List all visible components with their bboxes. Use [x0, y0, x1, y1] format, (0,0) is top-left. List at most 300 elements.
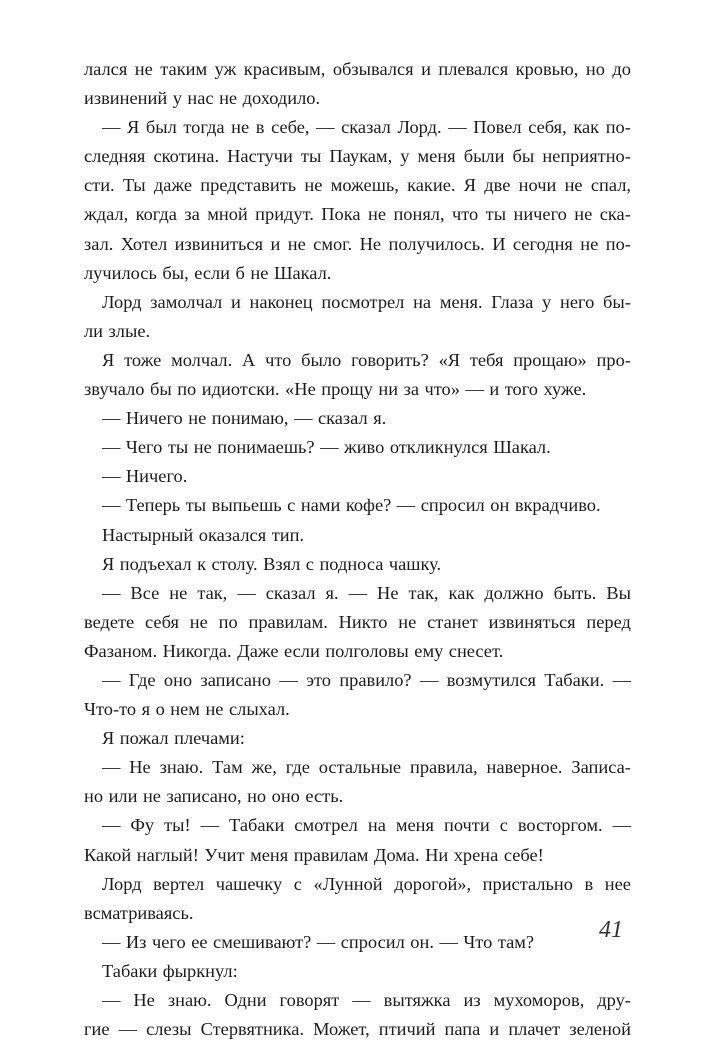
text-line — [84, 491, 631, 520]
text-line — [84, 462, 631, 491]
word: не — [134, 59, 153, 79]
word: папа — [444, 1019, 481, 1040]
word: гие — [84, 1019, 110, 1040]
word: оказался — [198, 524, 267, 545]
word: подноса — [319, 553, 384, 574]
word: придут. — [255, 204, 314, 225]
word: правилам. — [248, 611, 328, 632]
word: столу. — [211, 553, 258, 574]
word: Лорд — [102, 873, 142, 894]
word: хрена — [453, 844, 499, 865]
word: тип. — [271, 524, 305, 545]
word: нем — [170, 699, 200, 720]
word: и — [421, 59, 431, 79]
word: по — [177, 379, 197, 400]
word: Я — [102, 553, 115, 574]
word: вертел — [153, 873, 205, 894]
word: смог. — [313, 233, 353, 254]
word: Глаза — [491, 291, 534, 312]
word: плачет — [508, 1019, 561, 1040]
word: но — [585, 59, 605, 79]
word: Настучи — [227, 146, 293, 167]
word: на — [413, 291, 432, 312]
word: ты — [485, 204, 507, 225]
word: зал. — [84, 233, 114, 254]
word: звучало — [84, 379, 145, 400]
word: когда — [135, 204, 177, 225]
word: не — [188, 408, 207, 429]
word: ты — [300, 146, 322, 167]
word: Я — [102, 349, 115, 370]
text-line — [84, 84, 631, 113]
word: — — [102, 931, 121, 952]
word: не — [205, 699, 224, 720]
word: оно — [271, 786, 300, 807]
text-line — [84, 346, 631, 375]
word: из — [463, 990, 481, 1010]
word: чашку. — [388, 553, 442, 574]
word: к — [197, 553, 206, 574]
word: — — [102, 437, 121, 458]
word: — — [279, 669, 298, 690]
word: Не — [129, 757, 151, 778]
text-line — [84, 113, 631, 142]
word: птичий — [378, 1019, 436, 1040]
word: Не — [359, 233, 382, 254]
word: Ничего — [125, 408, 183, 429]
word: но — [247, 786, 267, 807]
word: плечами: — [174, 728, 245, 749]
word: скотина. — [153, 146, 220, 167]
word: ли — [84, 320, 104, 341]
word: сегодня — [512, 233, 573, 254]
word: у — [400, 146, 410, 167]
text-line — [84, 230, 631, 259]
word: сказал — [317, 408, 368, 429]
word: Не — [377, 582, 399, 603]
word: снесет. — [448, 640, 504, 661]
word: должно — [484, 582, 544, 603]
text-line — [84, 928, 631, 957]
word: Шакал. — [493, 437, 551, 458]
word: слезы — [146, 1019, 192, 1040]
word: извиняться — [488, 611, 576, 632]
word: о — [155, 699, 165, 720]
word: что — [451, 204, 479, 225]
word: у — [172, 88, 182, 109]
word: — — [352, 990, 371, 1010]
word: правилам — [293, 844, 369, 865]
word: — — [102, 495, 121, 516]
word: можешь, — [330, 175, 399, 196]
word: посмотрел — [321, 291, 405, 312]
word: и — [489, 379, 500, 400]
word: правила, — [409, 757, 478, 778]
word: уж — [214, 59, 237, 79]
word: я. — [373, 408, 387, 429]
word: Я — [127, 117, 140, 138]
word: не — [250, 262, 269, 283]
word: мухоморов, — [493, 990, 585, 1010]
text-line — [84, 782, 631, 811]
word: не — [219, 88, 238, 109]
word: Паукам, — [329, 146, 393, 167]
word: тебя — [469, 349, 504, 370]
word: ты — [185, 495, 207, 516]
word: спал, — [590, 175, 631, 196]
word: прощаю» — [513, 349, 587, 370]
word: кофе? — [345, 495, 392, 516]
word: говорить? — [351, 349, 429, 370]
text-line — [84, 521, 631, 550]
word: меня — [395, 815, 434, 836]
word: по — [218, 611, 238, 632]
word: не — [304, 175, 323, 196]
word: себе, — [271, 117, 310, 138]
word: — — [396, 495, 416, 516]
word: были — [463, 146, 505, 167]
word: Записа- — [571, 757, 631, 778]
text-line — [84, 608, 631, 637]
word: смотрел — [294, 815, 358, 836]
text-line — [84, 811, 631, 840]
word: если — [284, 640, 320, 661]
word: остальные — [318, 757, 402, 778]
word: не — [368, 204, 387, 225]
word: — — [102, 582, 121, 603]
word: — — [294, 408, 313, 429]
word: станет — [427, 611, 478, 632]
word: так, — [197, 582, 228, 603]
body-text — [84, 55, 631, 1044]
word: чашечку — [215, 873, 283, 894]
word: как — [573, 117, 600, 138]
word: по- — [605, 117, 631, 138]
word: Стервятника. — [200, 1019, 305, 1040]
word: лучилось — [84, 262, 157, 283]
word: до — [612, 59, 631, 79]
text-line — [84, 579, 631, 608]
word: ждал, — [84, 204, 129, 225]
word: Никогда. — [162, 640, 232, 661]
word: Все — [130, 582, 160, 603]
word: с — [287, 495, 296, 516]
text-line — [84, 870, 631, 899]
word: Лорд. — [397, 117, 442, 138]
word: себя, — [528, 117, 567, 138]
word: красивым, — [243, 59, 326, 79]
word: — — [465, 379, 484, 400]
word: про- — [596, 349, 631, 370]
word: сказал — [265, 582, 316, 603]
word: ничего — [513, 204, 567, 225]
text-line — [84, 142, 631, 171]
word: сказал — [341, 117, 391, 138]
word: — — [102, 466, 121, 487]
word: сти. — [84, 175, 115, 196]
word: у — [542, 291, 552, 312]
word: Вы — [606, 582, 631, 603]
word: извинений — [84, 88, 168, 109]
word: доходило. — [242, 88, 321, 109]
word: Я — [102, 728, 115, 749]
word: себя — [145, 611, 179, 632]
word: чего — [151, 931, 186, 952]
text-line — [84, 404, 631, 433]
word: вкрадчиво. — [514, 495, 601, 516]
word: — — [102, 757, 121, 778]
word: был — [145, 117, 177, 138]
word: Что — [463, 931, 493, 952]
text-line — [84, 957, 631, 986]
word: записано — [200, 669, 271, 690]
word: Пока — [321, 204, 361, 225]
word: ведете — [84, 611, 135, 632]
word: там? — [497, 931, 535, 952]
word: — — [102, 815, 121, 836]
word: но — [84, 786, 104, 807]
word: не — [564, 175, 583, 196]
word: как — [448, 582, 475, 603]
word: дру- — [597, 990, 631, 1010]
text-line — [84, 1015, 631, 1044]
word: за — [184, 204, 200, 225]
word: есть. — [305, 786, 344, 807]
word: замолчал — [150, 291, 223, 312]
word: не — [142, 786, 161, 807]
word: А — [242, 349, 256, 370]
word: представить — [200, 175, 297, 196]
word: не — [193, 437, 212, 458]
word: — — [102, 408, 121, 429]
page-number: 41 — [599, 917, 623, 943]
word: я. — [325, 582, 339, 603]
word: бы — [149, 379, 172, 400]
word: что» — [424, 379, 460, 400]
word: всматриваясь. — [84, 902, 194, 923]
word: и — [270, 233, 281, 254]
word: понимаешь? — [217, 437, 315, 458]
word: «Лунной — [313, 873, 383, 894]
word: — — [612, 815, 631, 836]
word: ска- — [599, 204, 631, 225]
word: бы- — [603, 291, 631, 312]
word: нас — [187, 88, 214, 109]
word: неприятно- — [542, 146, 631, 167]
text-line — [84, 55, 631, 84]
word: — — [448, 117, 467, 138]
word: — — [102, 669, 121, 690]
word: если — [194, 262, 231, 283]
word: две — [484, 175, 511, 196]
word: «Я — [438, 349, 461, 370]
word: того — [504, 379, 539, 400]
text-line — [84, 433, 631, 462]
word: себе! — [503, 844, 544, 865]
word: не — [169, 582, 188, 603]
word: подъехал — [119, 553, 192, 574]
word: ночи — [518, 175, 557, 196]
word: это — [306, 669, 331, 690]
word: ты — [167, 437, 189, 458]
word: Табаки. — [544, 669, 605, 690]
word: ни — [378, 379, 399, 400]
word: лался — [84, 59, 128, 79]
word: злые. — [108, 320, 151, 341]
word: правило? — [339, 669, 412, 690]
word: кровью, — [515, 59, 579, 79]
word: что — [265, 349, 292, 370]
word: Какой — [84, 844, 132, 865]
word: мной — [207, 204, 248, 225]
word: — — [348, 582, 368, 603]
text-line — [84, 375, 631, 404]
text-line — [84, 753, 631, 782]
text-line — [84, 841, 631, 870]
word: фыркнул: — [162, 960, 238, 981]
word: него — [559, 291, 595, 312]
word: возмутился — [446, 669, 536, 690]
word: знаю. — [159, 757, 204, 778]
word: полголовы — [325, 640, 409, 661]
word: получилось. — [388, 233, 485, 254]
word: Ничего. — [125, 466, 188, 487]
text-line — [84, 288, 631, 317]
word: в — [584, 873, 594, 894]
word: не — [398, 611, 417, 632]
word: — — [118, 1019, 138, 1040]
word: Ни — [425, 844, 449, 865]
text-line — [84, 259, 631, 288]
word: дорогой», — [394, 873, 472, 894]
word: Где — [128, 669, 156, 690]
word: тогда — [183, 117, 225, 138]
word: Одни — [224, 990, 267, 1010]
text-line — [84, 986, 631, 1015]
word: перед — [586, 611, 631, 632]
word: живо — [343, 437, 385, 458]
word: восторгом. — [517, 815, 603, 836]
word: плевался — [438, 59, 509, 79]
word: я — [141, 699, 151, 720]
text-line — [84, 695, 631, 724]
word: Повел — [473, 117, 522, 138]
word: слыхал. — [228, 699, 290, 720]
word: с — [305, 553, 314, 574]
word: Лорд — [102, 291, 142, 312]
text-line — [84, 200, 631, 229]
word: даже — [153, 175, 193, 196]
word: и — [489, 1019, 500, 1040]
word: понял, — [393, 204, 445, 225]
word: меня. — [439, 291, 483, 312]
word: идиотски. — [201, 379, 280, 400]
word: быть. — [553, 582, 597, 603]
text-line — [84, 637, 631, 666]
word: бы, — [162, 262, 189, 283]
word: было — [301, 349, 342, 370]
word: меня — [250, 844, 289, 865]
word: он. — [410, 931, 434, 952]
word: понимаю, — [211, 408, 289, 429]
word: пристально — [482, 873, 573, 894]
word: — — [439, 931, 458, 952]
word: не — [580, 233, 599, 254]
word: Фу — [130, 815, 155, 836]
word: наверное. — [486, 757, 563, 778]
word: почти — [443, 815, 490, 836]
word: записано, — [166, 786, 242, 807]
word: бы — [512, 146, 535, 167]
word: Никто — [338, 611, 388, 632]
word: Из — [125, 931, 147, 952]
word: Может, — [313, 1019, 370, 1040]
word: прощу — [321, 379, 373, 400]
word: где — [285, 757, 310, 778]
word: спросил — [420, 495, 485, 516]
word: обзывался — [332, 59, 414, 79]
word: ее — [191, 931, 208, 952]
word: же, — [251, 757, 277, 778]
word: Фазаном. — [84, 640, 158, 661]
word: не — [574, 204, 593, 225]
word: И — [492, 233, 506, 254]
word: тоже — [124, 349, 162, 370]
word: не — [287, 233, 306, 254]
word: молчал. — [171, 349, 233, 370]
word: в — [255, 117, 265, 138]
word: ему — [414, 640, 444, 661]
word: меня — [417, 146, 456, 167]
word: — — [419, 669, 439, 690]
word: нами — [300, 495, 341, 516]
word: вытяжка — [383, 990, 451, 1010]
word: «Не — [285, 379, 316, 400]
word: Теперь — [125, 495, 181, 516]
word: Не — [133, 990, 155, 1010]
word: не — [231, 117, 250, 138]
word: хуже. — [543, 379, 587, 400]
word: наконец — [249, 291, 313, 312]
word: какие. — [407, 175, 456, 196]
word: за — [403, 379, 419, 400]
word: по- — [605, 233, 631, 254]
text-line — [84, 724, 631, 753]
text-line — [84, 666, 631, 695]
word: Учит — [204, 844, 245, 865]
word: с — [499, 815, 508, 836]
word: пожал — [119, 728, 169, 749]
word: Там — [212, 757, 243, 778]
word: спросил — [340, 931, 405, 952]
word: Взял — [263, 553, 301, 574]
word: Чего — [125, 437, 163, 458]
word: — — [102, 990, 121, 1010]
word: Шакал. — [273, 262, 332, 283]
word: — — [200, 815, 220, 836]
word: и — [230, 291, 241, 312]
word: откликнулся — [389, 437, 488, 458]
word: ты! — [164, 815, 191, 836]
word: не — [189, 611, 208, 632]
word: следняя — [84, 146, 146, 167]
word: нее — [604, 873, 631, 894]
word: — — [102, 117, 121, 138]
text-line — [84, 550, 631, 579]
word: смешивают? — [213, 931, 312, 952]
word: оно — [163, 669, 193, 690]
word: Табаки — [102, 960, 158, 981]
